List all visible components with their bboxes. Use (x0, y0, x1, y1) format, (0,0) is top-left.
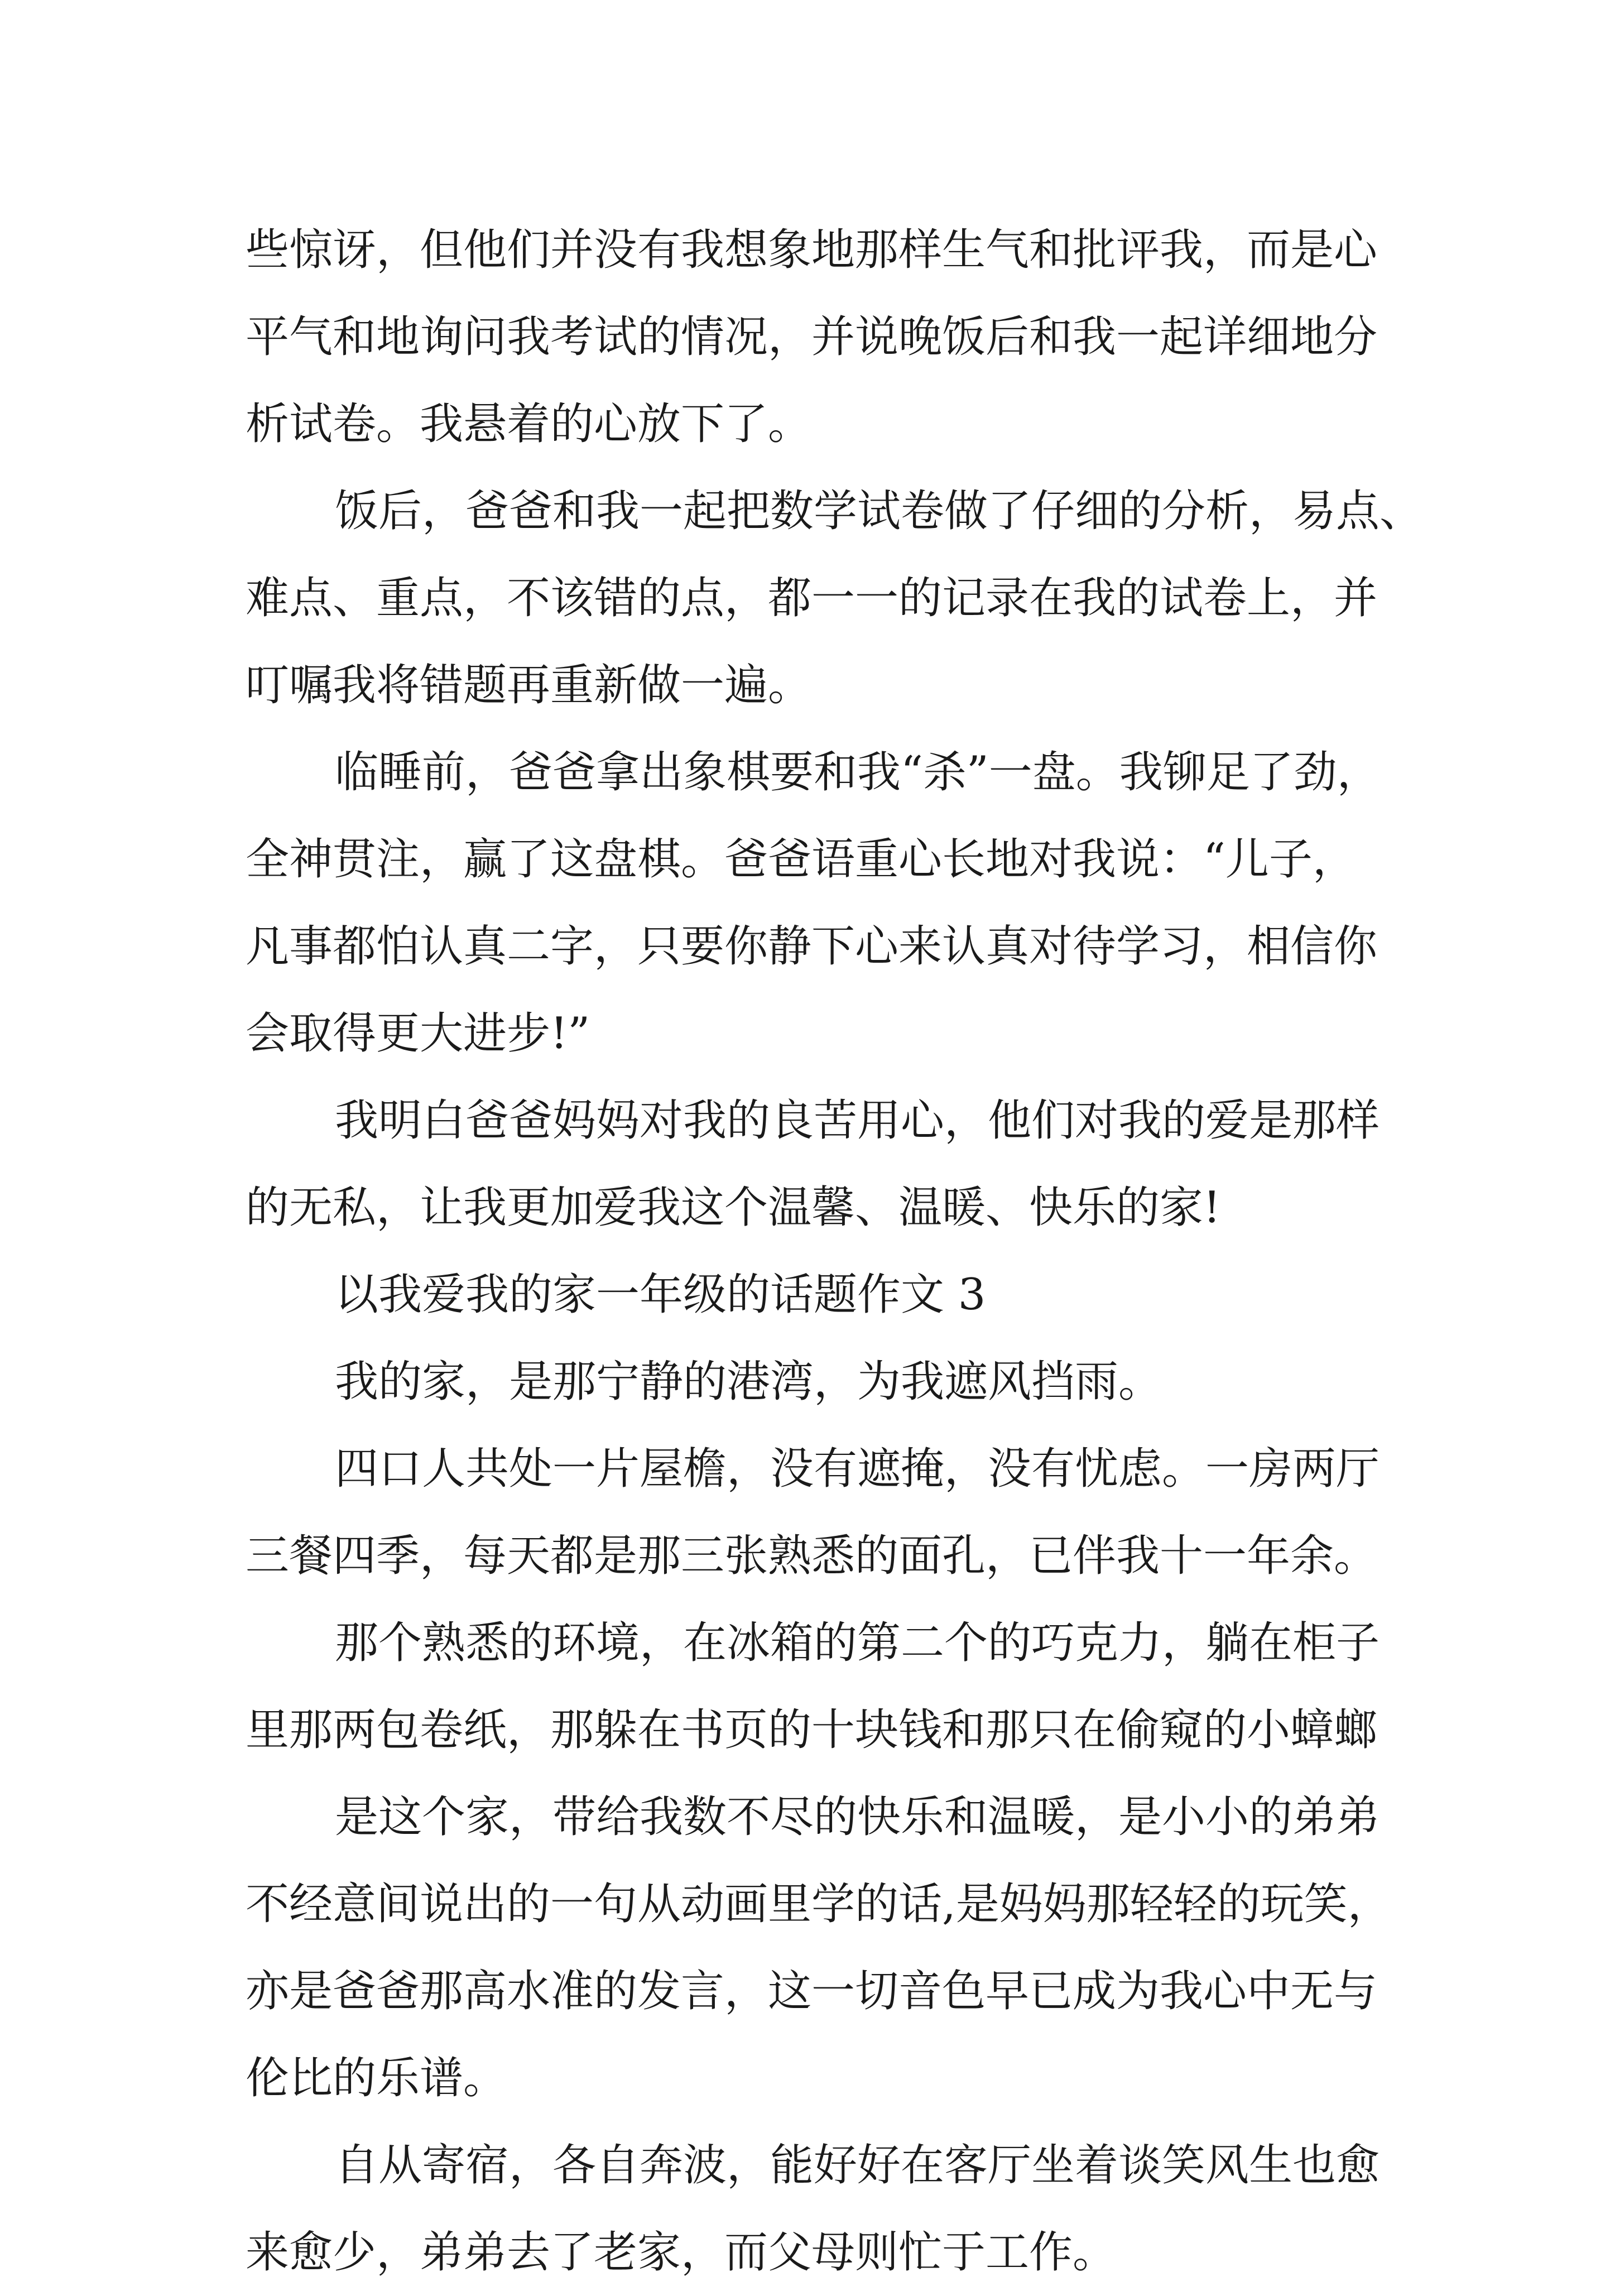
text-line: 叮嘱我将错题再重新做一遍。 (246, 660, 812, 710)
paragraph-start-line: 我明白爸爸妈妈对我的良苦用心，他们对我的爱是那样 (335, 1096, 1380, 1146)
section-title: 以我爱我的家一年级的话题作文 3 (335, 1270, 986, 1320)
text-line: 些惊讶，但他们并没有我想象地那样生气和批评我，而是心 (246, 225, 1378, 275)
document-body (246, 206, 1424, 2296)
text-line: 析试卷。我悬着的心放下了。 (246, 399, 812, 449)
text-line: 三餐四季，每天都是那三张熟悉的面孔，已伴我十一年余。 (246, 1531, 1378, 1581)
text-line: 亦是爸爸那高水准的发言，这一切音色早已成为我心中无与 (246, 1966, 1378, 2016)
paragraph-start-line: 我的家，是那宁静的港湾，为我遮风挡雨。 (335, 1357, 1162, 1407)
text-line: 全神贯注，赢了这盘棋。爸爸语重心长地对我说：“儿子， (246, 834, 1356, 885)
text-line: 平气和地询问我考试的情况，并说晚饭后和我一起详细地分 (246, 312, 1378, 362)
text-line: 里那两包卷纸，那躲在书页的十块钱和那只在偷窥的小蟑螂 (246, 1705, 1378, 1755)
paragraph-start-line: 自从寄宿，各自奔波，能好好在客厅坐着谈笑风生也愈 (335, 2140, 1380, 2191)
text-line: 难点、重点，不该错的点，都一一的记录在我的试卷上，并 (246, 573, 1378, 623)
text-line: 的无私，让我更加爱我这个温馨、温暖、快乐的家! (246, 1183, 1221, 1233)
paragraph-start-line: 是这个家，带给我数不尽的快乐和温暖，是小小的弟弟 (335, 1792, 1380, 1842)
paragraph-start-line: 临睡前，爸爸拿出象棋要和我“杀”一盘。我铆足了劲， (335, 747, 1381, 798)
text-line: 来愈少，弟弟去了老家，而父母则忙于工作。 (246, 2227, 1117, 2278)
text-line: 凡事都怕认真二字，只要你静下心来认真对待学习，相信你 (246, 921, 1378, 972)
text-line: 伦比的乐谱。 (246, 2053, 507, 2103)
paragraph-start-line: 四口人共处一片屋檐，没有遮掩，没有忧虑。一房两厅 (335, 1444, 1380, 1494)
text-line: 会取得更大进步!” (246, 1008, 590, 1059)
paragraph-start-line: 那个熟悉的环境，在冰箱的第二个的巧克力，躺在柜子 (335, 1618, 1380, 1668)
text-line: 不经意间说出的一句从动画里学的话,是妈妈那轻轻的玩笑， (246, 1879, 1391, 1929)
paragraph-start-line: 饭后，爸爸和我一起把数学试卷做了仔细的分析，易点、 (335, 486, 1424, 536)
